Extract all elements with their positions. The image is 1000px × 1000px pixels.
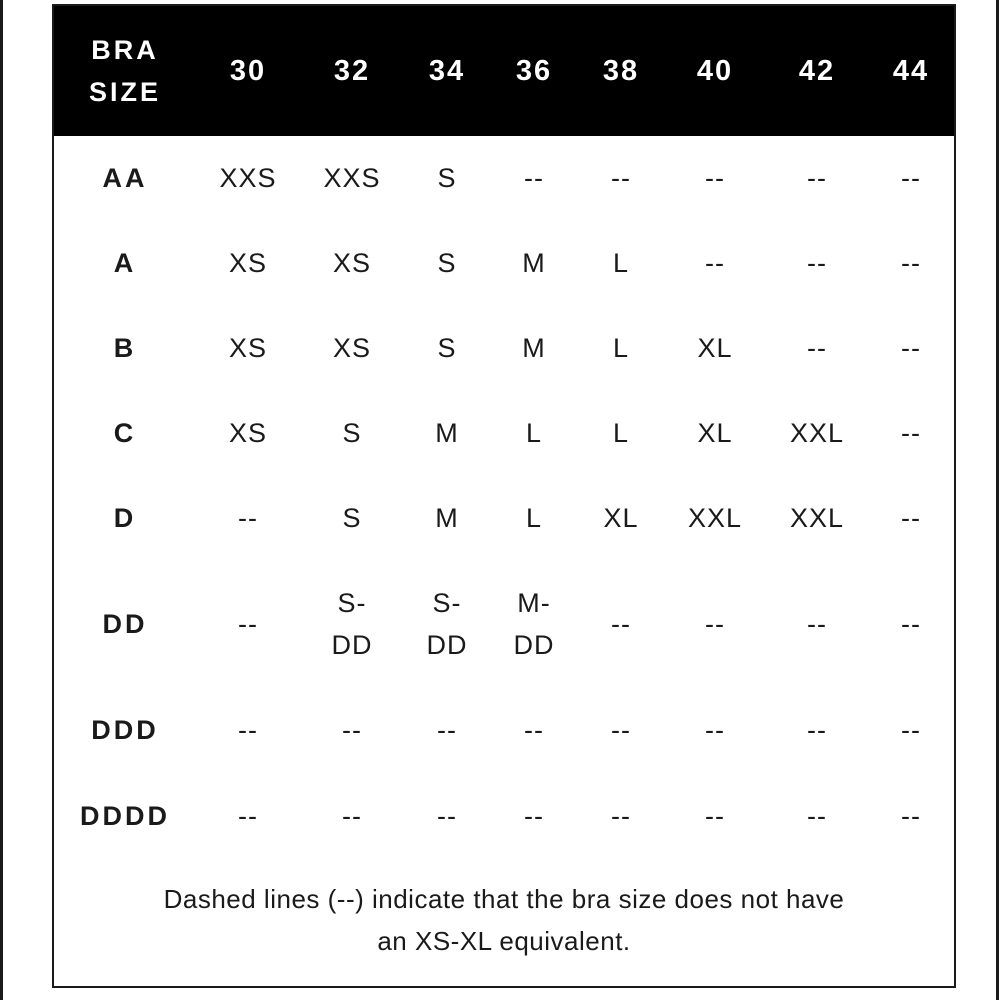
table-row [54, 391, 954, 476]
size-cell: -- [524, 163, 544, 193]
cup-size-label: DD [102, 608, 148, 639]
size-cell: -- [611, 714, 631, 745]
size-cell: -- [611, 800, 631, 831]
table-row [54, 306, 954, 391]
size-cell: -- [901, 418, 921, 448]
size-cell: M [522, 248, 546, 278]
header-row [54, 6, 954, 136]
size-cell: S [437, 248, 457, 278]
size-cell: XS [228, 418, 268, 448]
size-cell: S [437, 333, 457, 363]
size-cell: -- [437, 800, 457, 831]
band-size-header: 30 [229, 54, 267, 87]
size-cell: L [612, 418, 630, 448]
size-cell: XXL [687, 503, 743, 533]
footnote-line-1: Dashed lines (--) indicate that the bra size does not have [163, 884, 845, 914]
size-cell: M [522, 333, 546, 363]
cup-size-label: B [113, 333, 137, 363]
size-cell: -- [807, 714, 827, 745]
size-cell: S- DD [426, 588, 468, 660]
size-cell: -- [705, 163, 725, 193]
size-cell: -- [238, 714, 258, 745]
table-row [54, 136, 954, 221]
size-cell: L [525, 418, 543, 448]
size-cell: -- [611, 608, 631, 639]
size-cell: -- [705, 714, 725, 745]
band-size-header: 32 [333, 54, 371, 87]
size-cell: XXL [789, 503, 845, 533]
cup-size-label: A [113, 248, 137, 278]
corner-header-line-1: BRA [91, 35, 159, 65]
size-cell: -- [901, 248, 921, 278]
size-cell: -- [238, 800, 258, 831]
table-row [54, 687, 954, 773]
size-cell: S [342, 503, 362, 533]
size-cell: XXS [219, 163, 277, 193]
size-cell: -- [342, 800, 362, 831]
band-size-header: 36 [515, 54, 553, 87]
size-cell: XXL [789, 418, 845, 448]
size-cell: -- [807, 333, 827, 363]
cup-size-label: AA [102, 163, 148, 193]
size-cell: S [437, 163, 457, 193]
size-cell: -- [807, 608, 827, 639]
size-cell: S [342, 418, 362, 448]
size-cell: -- [901, 714, 921, 745]
size-cell: -- [238, 608, 258, 639]
table-row [54, 476, 954, 561]
size-cell: -- [807, 163, 827, 193]
size-cell: -- [705, 800, 725, 831]
size-cell: -- [524, 800, 544, 831]
corner-header [54, 6, 196, 136]
size-cell: XL [603, 503, 639, 533]
size-cell: -- [807, 248, 827, 278]
size-cell: XS [228, 333, 268, 363]
footnote [54, 878, 954, 962]
size-cell: -- [611, 163, 631, 193]
size-cell: S- DD [331, 588, 373, 660]
corner-header-line-2: SIZE [88, 77, 161, 107]
size-cell: -- [901, 800, 921, 831]
table-row [54, 561, 954, 687]
size-cell: -- [807, 800, 827, 831]
table-body [54, 136, 954, 859]
band-size-header: 40 [696, 54, 734, 87]
size-cell: XL [697, 418, 733, 448]
size-cell: XL [697, 333, 733, 363]
size-cell: -- [901, 163, 921, 193]
size-cell: -- [524, 714, 544, 745]
table-row [54, 773, 954, 859]
page-edge-right [996, 0, 999, 1000]
cup-size-label: D [113, 503, 137, 533]
band-size-header: 38 [602, 54, 640, 87]
size-cell: XS [332, 248, 372, 278]
cup-size-label: C [113, 418, 137, 448]
size-cell: L [612, 333, 630, 363]
band-size-header: 42 [798, 54, 836, 87]
cup-size-label: DDDD [80, 800, 170, 831]
size-cell: -- [705, 248, 725, 278]
size-cell: M- DD [513, 588, 555, 660]
size-cell: XXS [323, 163, 381, 193]
size-cell: -- [238, 503, 258, 533]
size-cell: -- [901, 608, 921, 639]
size-cell: L [612, 248, 630, 278]
size-cell: L [525, 503, 543, 533]
band-size-header: 34 [428, 54, 466, 87]
size-cell: M [435, 418, 459, 448]
size-cell: -- [437, 714, 457, 745]
size-cell: -- [342, 714, 362, 745]
band-size-header: 44 [892, 54, 930, 87]
bra-size-table [54, 6, 954, 859]
footnote-line-2: an XS-XL equivalent. [377, 926, 631, 956]
size-cell: XS [332, 333, 372, 363]
page-edge-left [0, 0, 3, 1000]
size-cell: XS [228, 248, 268, 278]
table-row [54, 221, 954, 306]
size-cell: -- [901, 503, 921, 533]
size-cell: -- [705, 608, 725, 639]
size-cell: M [435, 503, 459, 533]
size-cell: -- [901, 333, 921, 363]
cup-size-label: DDD [91, 714, 159, 745]
size-chart-frame [52, 4, 956, 988]
